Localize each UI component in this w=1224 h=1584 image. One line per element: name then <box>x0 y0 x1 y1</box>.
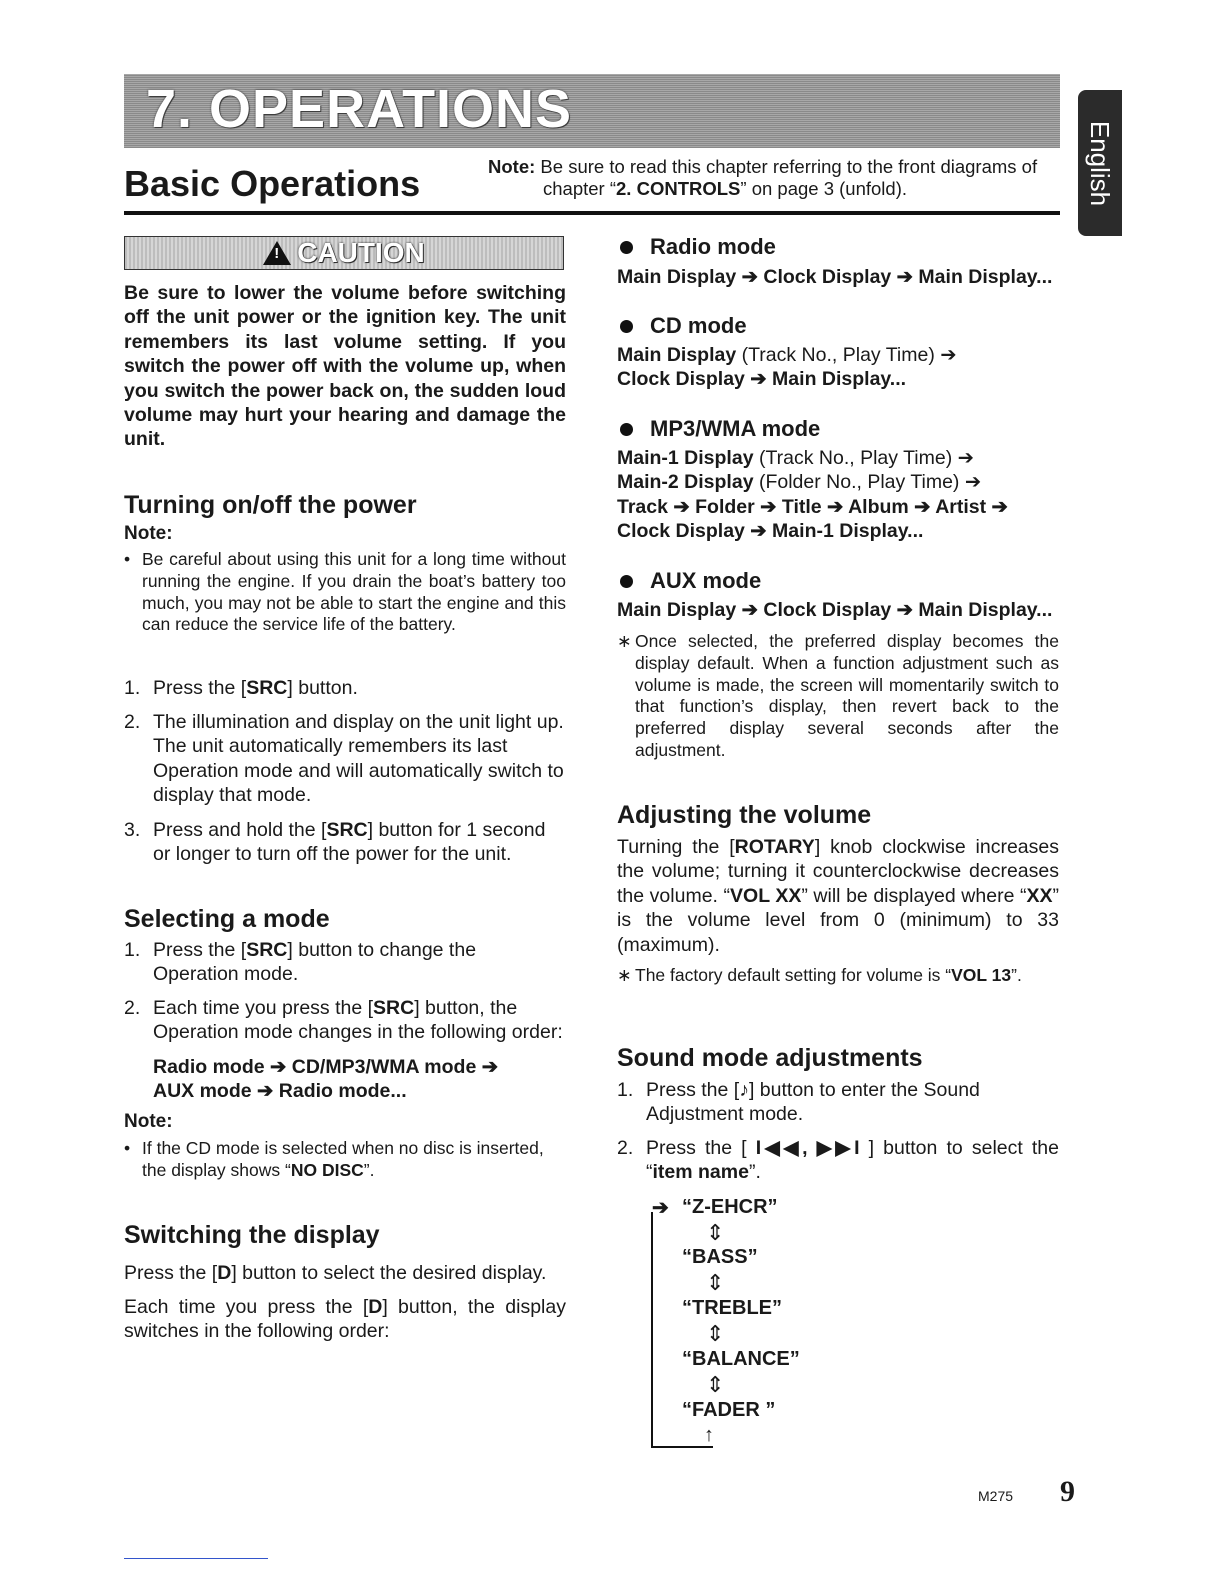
mode-step-1-pre: Press the [ <box>153 939 247 961</box>
skip-buttons-icon: I◀◀, ▶▶I <box>755 1137 860 1159</box>
mode-note-post: ”. <box>363 1159 375 1180</box>
volume-p-bold-2: VOL XX <box>730 884 802 907</box>
volume-p-pre: Turning the [ <box>617 836 735 858</box>
sound-step-2-mid: ] button to select the “ <box>646 1137 1060 1184</box>
header-note-label: Note: <box>488 156 536 177</box>
display-para-1-pre: Press the [ <box>124 1262 218 1284</box>
power-step-1-pre: Press the [ <box>153 677 247 699</box>
mode-note-pre: If the CD mode is selected when no disc is inserted, the display shows “ <box>142 1138 544 1180</box>
display-star-note-text: Once selected, the preferred display becomes the display default. When a function adjustment such as volume is made, the screen will momentarily switch to that function’s display, then revert back to the preferred display several seconds after the adjustment. <box>635 631 1059 760</box>
mode-order-line-2: AUX mode ➔ Radio mode... <box>153 1080 407 1103</box>
power-step-1-post: ] button. <box>287 677 358 699</box>
page-number: 9 <box>1060 1475 1075 1508</box>
volume-star-bold: VOL 13 <box>951 965 1012 985</box>
cd-seq-2: Clock Display ➔ Main Display... <box>617 368 907 391</box>
bullet-dot-icon <box>620 575 633 588</box>
language-tab-label-wrap <box>1078 90 1122 236</box>
bullet-dot-icon <box>620 320 633 333</box>
header-note-line2-pre: chapter “ <box>543 178 617 199</box>
sound-step-1-pre: Press the [ <box>646 1079 740 1101</box>
warning-icon <box>263 241 291 265</box>
volume-star-post: ”. <box>1011 965 1022 985</box>
volume-p-mid-1: ] knob clockwise increases the volume; turning it counterclockwise decreases the volume. “ <box>617 836 1059 907</box>
display-para-1-post: ] button to select the desired display. <box>231 1262 547 1284</box>
volume-para <box>617 835 1059 957</box>
flow-item: “TREBLE” <box>682 1297 782 1319</box>
sound-heading: Sound mode adjustments <box>617 1044 923 1072</box>
mode-step-2-pre: Each time you press the [ <box>153 997 374 1019</box>
bullet-dot-icon <box>620 241 633 254</box>
header-note-line1: Be sure to read this chapter referring to the front diagrams of <box>540 156 1038 177</box>
aux-mode-label: AUX mode <box>650 568 762 593</box>
power-step-2-text: The illumination and display on the unit light up. The unit automatically remembers its last Operation mode and will automatically switch to display that mode. <box>153 711 564 807</box>
power-step-3 <box>124 818 566 867</box>
sound-step-2-pre: Press the [ <box>646 1137 756 1159</box>
mode-note <box>124 1138 566 1182</box>
mode-step-2-text <box>153 996 566 1045</box>
mode-step-1 <box>124 938 566 987</box>
radio-mode-label: Radio mode <box>650 234 776 259</box>
mp3-mode-label: MP3/WMA mode <box>650 416 821 441</box>
bullet-icon: • <box>124 549 131 569</box>
language-tab-label: English <box>1085 120 1116 206</box>
power-note <box>124 549 566 636</box>
updown-arrow-icon: ⇕ <box>706 1220 725 1245</box>
mode-step-1-post: ] button to change the Operation mode. <box>153 939 477 986</box>
display-para-1-bold: D <box>217 1262 232 1284</box>
volume-heading: Adjusting the volume <box>617 801 872 829</box>
cd-mode-label: CD mode <box>650 313 747 338</box>
display-para-2-pre: Each time you press the [ <box>124 1296 369 1318</box>
volume-star-note <box>617 965 1059 987</box>
power-step-3-text <box>153 818 566 867</box>
mp3-seq-2-bold: Main-2 Display <box>617 471 754 494</box>
music-note-icon: ♪ <box>739 1079 749 1101</box>
mp3-seq-2-rest: (Folder No., Play Time) ➔ <box>753 471 982 494</box>
power-step-1 <box>124 676 566 700</box>
mode-step-1-bold: SRC <box>246 939 288 961</box>
flow-entry-arrow-icon: ➔ <box>652 1197 669 1219</box>
bullet-dot-icon <box>620 423 633 436</box>
sound-step-2-text <box>646 1136 1059 1185</box>
mode-note-text <box>142 1138 566 1182</box>
sound-step-1 <box>617 1078 1059 1127</box>
power-step-3-post: ] button for 1 second or longer to turn off the power for the unit. <box>153 819 546 866</box>
volume-p-bold-3: XX <box>1026 884 1053 907</box>
radio-mode-sequence: Main Display ➔ Clock Display ➔ Main Display... <box>617 266 1053 288</box>
header-note-line2-post: ” on page 3 (unfold). <box>740 178 907 199</box>
cd-seq-1-rest: (Track No., Play Time) ➔ <box>736 344 957 366</box>
mp3-seq-4: Clock Display ➔ Main-1 Display... <box>617 520 924 543</box>
flow-item: “BALANCE” <box>682 1348 800 1370</box>
mode-heading: Selecting a mode <box>124 905 330 933</box>
mode-order-line-1: Radio mode ➔ CD/MP3/WMA mode ➔ <box>153 1056 499 1078</box>
header-rule <box>124 211 1060 215</box>
cd-mode-title <box>617 313 747 339</box>
caution-body: Be sure to lower the volume before switching off the unit power or the ignition key. The unit remembers its last volume setting. If you switch the power off with the volume up, when you switch the power back on, the sudden loud volume may hurt your hearing and damage the unit. <box>124 282 566 451</box>
flow-loop-line-vertical <box>651 1212 653 1447</box>
mode-step-1-text <box>153 938 566 987</box>
step-number: 1. <box>617 1079 634 1101</box>
footer-line <box>124 1558 268 1559</box>
header-note-line2-bold: 2. CONTROLS <box>616 178 741 199</box>
step-number: 1. <box>124 677 141 699</box>
volume-p-bold-1: ROTARY <box>734 836 815 858</box>
section-title: Basic Operations <box>124 163 421 204</box>
power-step-2 <box>124 710 566 808</box>
display-para-2-bold: D <box>368 1296 383 1318</box>
flow-item: “Z-EHCR” <box>682 1196 778 1218</box>
display-star-note <box>617 631 1059 762</box>
bullet-icon: • <box>124 1138 131 1158</box>
mp3-seq-3: Track ➔ Folder ➔ Title ➔ Album ➔ Artist ➔ <box>617 495 1008 518</box>
updown-arrow-icon: ⇕ <box>706 1270 725 1295</box>
mode-step-2-bold: SRC <box>373 997 415 1019</box>
caution-title <box>124 236 564 270</box>
step-number: 2. <box>617 1137 634 1159</box>
mode-step-2-post: ] button, the Operation mode changes in the following order: <box>153 997 563 1044</box>
power-step-3-pre: Press and hold the [ <box>153 819 327 841</box>
asterisk-icon: ∗ <box>617 631 632 651</box>
updown-arrow-icon: ⇕ <box>706 1372 725 1397</box>
display-heading: Switching the display <box>124 1221 380 1249</box>
power-step-1-bold: SRC <box>246 677 288 699</box>
model-code: M275 <box>978 1488 1014 1504</box>
step-number: 1. <box>124 939 141 961</box>
asterisk-icon: ∗ <box>617 965 632 985</box>
radio-mode-title <box>617 234 776 260</box>
flow-item: “FADER ” <box>682 1399 776 1421</box>
power-heading: Turning on/off the power <box>124 491 417 519</box>
mode-note-label: Note: <box>124 1111 173 1132</box>
sound-step-2-bold: item name <box>652 1161 749 1184</box>
cd-seq-1-bold: Main Display <box>617 344 737 366</box>
mp3-mode-sequence <box>617 446 1008 544</box>
updown-arrow-icon: ⇕ <box>706 1321 725 1346</box>
power-note-text: Be careful about using this unit for a long time without running the engine. If you drain the boat’s battery too much, you may not be able to start the engine and this can reduce the service life of the battery. <box>142 549 566 635</box>
chapter-title: 7. OPERATIONS <box>146 79 573 139</box>
volume-p-post: ” is the volume level from 0 (minimum) to 33 (maximum). <box>617 884 1059 956</box>
power-step-1-text <box>153 676 566 700</box>
mode-step-2 <box>124 996 566 1045</box>
step-number: 2. <box>124 997 141 1019</box>
flow-item: “BASS” <box>682 1246 758 1268</box>
aux-mode-sequence: Main Display ➔ Clock Display ➔ Main Display... <box>617 599 1053 621</box>
cd-mode-sequence <box>617 343 957 392</box>
flow-return-arrow-icon: ↑ <box>704 1424 714 1446</box>
display-para-1 <box>124 1261 566 1285</box>
aux-mode-title <box>617 568 761 594</box>
step-number: 2. <box>124 711 141 733</box>
sound-step-1-text <box>646 1078 1059 1127</box>
caution-label: CAUTION <box>297 237 425 268</box>
sound-step-2 <box>617 1136 1059 1185</box>
sound-step-2-post: ”. <box>748 1161 761 1184</box>
mp3-seq-1-rest: (Track No., Play Time) ➔ <box>753 447 974 469</box>
volume-star-pre: The factory default setting for volume is “ <box>635 965 952 985</box>
power-step-3-bold: SRC <box>326 819 368 841</box>
display-para-2-post: ] button, the display switches in the following order: <box>124 1296 566 1343</box>
volume-p-mid-2: ” will be displayed where “ <box>801 884 1027 907</box>
mode-order <box>153 1055 498 1104</box>
step-number: 3. <box>124 819 141 841</box>
header-note <box>488 156 1068 200</box>
volume-star-note-text <box>635 965 1059 987</box>
display-para-2 <box>124 1295 566 1344</box>
sound-step-1-post: ] button to enter the Sound Adjustment mode. <box>646 1079 980 1126</box>
mp3-seq-1-bold: Main-1 Display <box>617 447 754 469</box>
mp3-mode-title <box>617 416 820 442</box>
power-note-label: Note: <box>124 523 173 544</box>
mode-note-bold: NO DISC <box>290 1159 364 1180</box>
